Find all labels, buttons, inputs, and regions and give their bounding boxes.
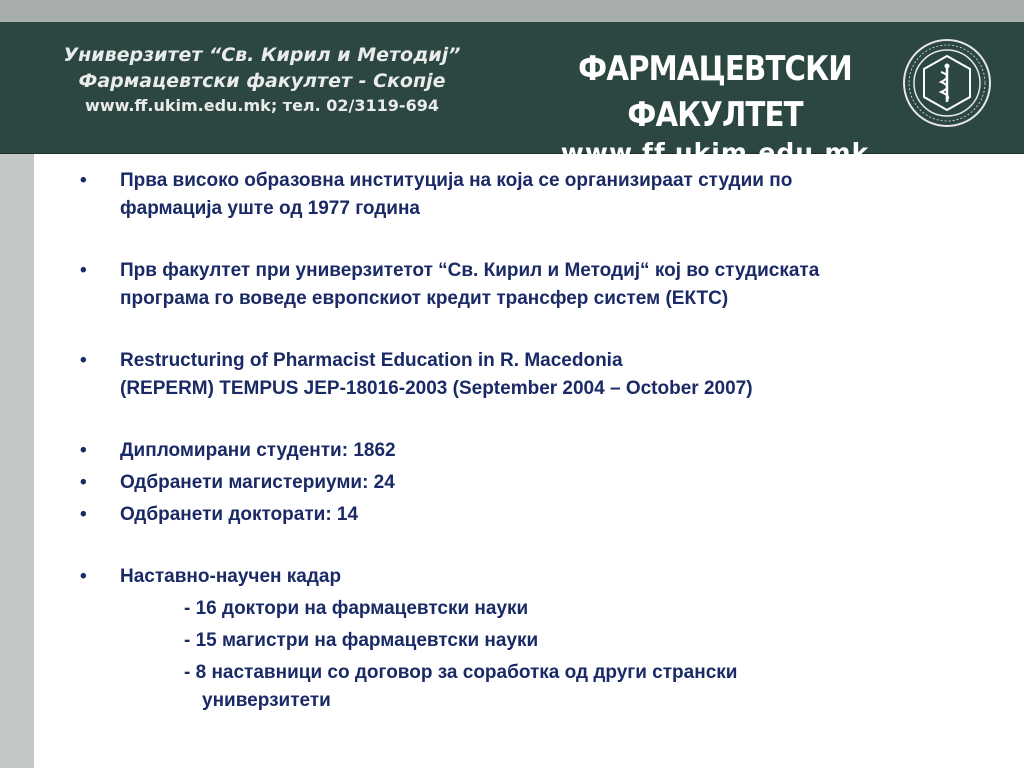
item-line: Одбранети докторати: 14 [120,504,359,525]
staff-line: универзитети [202,690,331,711]
list-item [80,563,1000,591]
list-item [80,437,1000,465]
staff-line: - 16 доктори на фармацевтски науки [184,598,529,619]
staff-line: - 8 наставници со договор за соработка од други странски [184,662,738,683]
bullet: • [80,440,87,461]
bullet: • [80,472,87,493]
left-side-bar [0,154,34,768]
list-item [80,167,1000,223]
list-item [80,501,1000,529]
bullet: • [80,504,87,525]
item-line: Прва високо образовна институција на која се организираат студии по [120,170,793,191]
top-strip [0,0,1024,22]
item-line: Прв факултет при универзитетот “Св. Кирил и Методиј“ кој во студиската [120,260,820,281]
header-banner [0,22,1024,167]
list-item [80,469,1000,497]
item-line: Дипломирани студенти: 1862 [120,440,396,461]
item-line: Одбранети магистериуми: 24 [120,472,395,493]
faculty-title: ФАРМАЦЕВТСКИ ФАКУЛТЕТ [578,49,852,135]
faculty-name: Фармацевтски факултет - Скопје [78,70,446,92]
faculty-url: www.ff.ukim.edu.mk [560,138,870,167]
bullet: • [80,566,87,587]
slide-content [80,167,1000,715]
bullet: • [80,260,87,281]
item-line: Restructuring of Pharmacist Education in R. Macedonia [120,350,623,371]
item-line: фармација уште од 1977 година [120,198,421,219]
staff-line: - 15 магистри на фармацевтски науки [184,630,539,651]
contact-line: www.ff.ukim.edu.mk; тел. 02/3119-694 [85,96,439,115]
bullet: • [80,170,87,191]
item-line: Наставно-научен кадар [120,566,342,587]
list-item [80,257,1000,313]
item-line: програма го воведе европскиот кредит трансфер систем (ЕКТС) [120,288,729,309]
list-item [80,347,1000,403]
faculty-seal-icon [902,38,992,128]
item-line: (REPERM) TEMPUS JEP-18016-2003 (September 2004 – October 2007) [120,378,753,399]
university-info [62,42,462,118]
university-name: Универзитет “Св. Кирил и Методиј” [63,44,461,66]
bullet: • [80,350,87,371]
faculty-title-block [530,46,900,168]
